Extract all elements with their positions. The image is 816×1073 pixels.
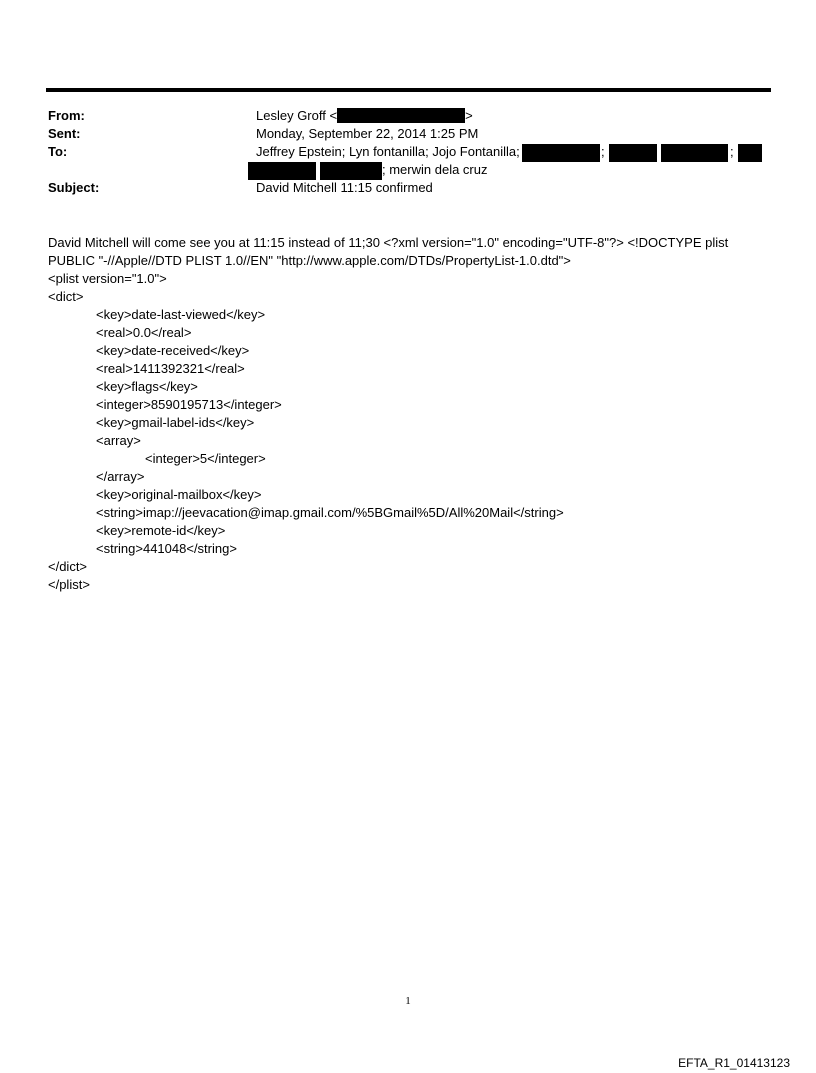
from-label: From: [48, 108, 85, 123]
document-id: EFTA_R1_01413123 [678, 1056, 790, 1070]
body-line: <key>date-last-viewed</key> [96, 307, 266, 322]
body-line: <array> [96, 433, 141, 448]
page-number: 1 [405, 995, 411, 1007]
body-line: <key>original-mailbox</key> [96, 487, 262, 502]
body-line: <integer>8590195713</integer> [96, 397, 282, 412]
to-label: To: [48, 144, 68, 159]
body-line: PUBLIC "-//Apple//DTD PLIST 1.0//EN" "http://www.apple.com/DTDs/PropertyList-1.0.dtd"> [48, 253, 571, 268]
body-line: </plist> [48, 577, 90, 592]
body-line: <integer>5</integer> [145, 451, 266, 466]
to-separator: ; [601, 144, 605, 159]
body-line: </array> [96, 469, 145, 484]
body-line: <plist version="1.0"> [48, 271, 167, 286]
body-line: <key>flags</key> [96, 379, 198, 394]
body-line: <real>1411392321</real> [96, 361, 245, 376]
body-line: <real>0.0</real> [96, 325, 192, 340]
to-value-line2: ; merwin dela cruz [382, 162, 488, 177]
body-line: <string>441048</string> [96, 541, 237, 556]
redaction-block [248, 162, 316, 180]
body-line: <key>remote-id</key> [96, 523, 226, 538]
sent-value: Monday, September 22, 2014 1:25 PM [256, 126, 479, 141]
subject-label: Subject: [48, 180, 100, 195]
body-line: <key>date-received</key> [96, 343, 250, 358]
body-line: David Mitchell will come see you at 11:15 instead of 11;30 <?xml version="1.0" encoding="UTF-8"?> <!DOCTYPE plist [48, 235, 729, 250]
redaction-block [320, 162, 382, 180]
to-value: Jeffrey Epstein; Lyn fontanilla; Jojo Fontanilla; [256, 144, 520, 159]
body-line: </dict> [48, 559, 88, 574]
redaction-block [738, 144, 762, 162]
from-bracket: > [465, 108, 473, 123]
redaction-block [337, 108, 465, 123]
redaction-block [609, 144, 657, 162]
body-line: <string>imap://jeevacation@imap.gmail.com/%5BGmail%5D/All%20Mail</string> [96, 505, 564, 520]
subject-value: David Mitchell 11:15 confirmed [256, 180, 433, 195]
redaction-block [661, 144, 728, 162]
to-separator: ; [730, 144, 734, 159]
body-line: <dict> [48, 289, 84, 304]
body-line: <key>gmail-label-ids</key> [96, 415, 255, 430]
sent-label: Sent: [48, 126, 81, 141]
email-body [48, 234, 768, 594]
from-name: Lesley Groff < [256, 108, 338, 123]
from-value [256, 108, 473, 123]
header-divider [46, 88, 771, 92]
redaction-block [522, 144, 600, 162]
